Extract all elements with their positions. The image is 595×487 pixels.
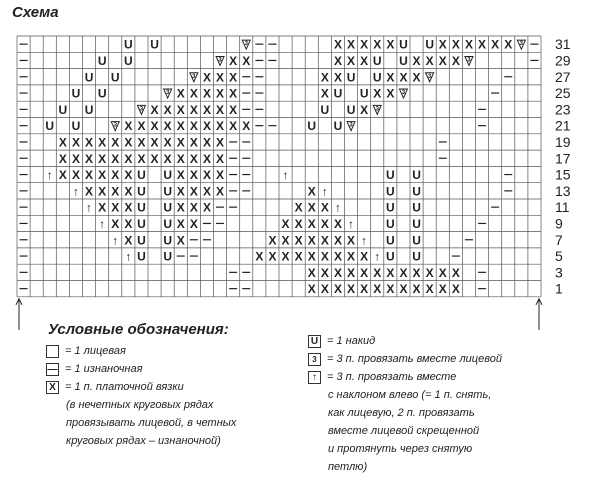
garter-mark: X xyxy=(71,151,80,166)
yarnover-mark: U xyxy=(124,53,133,68)
legend-purl-text: = 1 изнаночная xyxy=(65,363,143,375)
yarnover-mark: U xyxy=(333,86,343,101)
yarnover-mark: U xyxy=(163,184,172,199)
garter-mark: X xyxy=(386,282,395,297)
garter-mark: X xyxy=(347,265,356,280)
garter-mark: X xyxy=(189,119,198,134)
garter-mark: X xyxy=(399,282,408,297)
garter-mark: X xyxy=(255,249,264,264)
garter-mark: X xyxy=(373,86,382,101)
legend-note-line: как лицевую, 2 п. провязать xyxy=(328,407,475,419)
garter-mark: X xyxy=(98,151,107,166)
yarnover-mark: U xyxy=(412,200,421,215)
garter-mark: X xyxy=(58,151,67,166)
sk2p-mark: ↑ xyxy=(374,249,381,264)
garter-mark: X xyxy=(333,265,342,280)
garter-mark: X xyxy=(333,216,342,231)
garter-mark: X xyxy=(399,265,408,280)
yarnover-mark: U xyxy=(333,119,343,134)
yarnover-mark: U xyxy=(97,53,107,68)
garter-mark: X xyxy=(425,265,434,280)
garter-mark: X xyxy=(307,282,316,297)
garter-mark: X xyxy=(189,151,198,166)
k3tog-label: 3 xyxy=(427,73,432,80)
yarnover-mark: U xyxy=(412,184,421,199)
yarnover-mark: U xyxy=(163,168,172,183)
yarnover-mark: U xyxy=(71,119,81,134)
garter-mark: X xyxy=(216,70,225,85)
yarnover-mark: U xyxy=(372,70,382,85)
garter-mark: X xyxy=(307,249,316,264)
garter-mark: X xyxy=(333,282,342,297)
yarnover-mark: U xyxy=(412,216,421,231)
yarnover-mark: U xyxy=(150,37,159,52)
garter-mark: X xyxy=(202,200,211,215)
garter-mark: X xyxy=(98,135,107,150)
garter-mark: X xyxy=(294,200,303,215)
yarnover-mark: U xyxy=(386,216,395,231)
garter-mark: X xyxy=(451,282,460,297)
x-icon: X xyxy=(46,381,59,394)
garter-mark: X xyxy=(189,102,198,117)
arrow-up-icon: ↑ xyxy=(308,371,321,384)
row-number: 27 xyxy=(555,68,571,85)
garter-mark: X xyxy=(124,200,133,215)
legend-item-purl xyxy=(46,360,236,378)
sk2p-mark: ↑ xyxy=(86,200,93,215)
garter-mark: X xyxy=(451,265,460,280)
garter-mark: X xyxy=(58,168,67,183)
yarnover-mark: U xyxy=(346,70,356,85)
garter-mark: X xyxy=(242,53,251,68)
garter-mark: X xyxy=(216,151,225,166)
garter-mark: X xyxy=(202,70,211,85)
yarnover-mark: U xyxy=(45,119,55,134)
yarnover-mark: U xyxy=(84,102,94,117)
garter-mark: X xyxy=(438,265,447,280)
garter-mark: X xyxy=(124,168,133,183)
garter-mark: X xyxy=(320,200,329,215)
sk2p-mark: ↑ xyxy=(72,184,79,199)
yarnover-mark: U xyxy=(359,86,369,101)
chart-title: Схема xyxy=(12,4,59,21)
row-number: 25 xyxy=(555,85,571,102)
garter-mark: X xyxy=(202,135,211,150)
legend-item-k3tog xyxy=(308,350,502,368)
garter-mark: X xyxy=(111,200,120,215)
legend-note-line: и протянуть через снятую xyxy=(328,443,473,455)
garter-mark: X xyxy=(491,37,500,52)
garter-mark: X xyxy=(320,86,329,101)
garter-mark: X xyxy=(71,168,80,183)
garter-mark: X xyxy=(347,53,356,68)
row-number: 1 xyxy=(555,280,563,297)
garter-mark: X xyxy=(111,135,120,150)
garter-mark: X xyxy=(216,102,225,117)
row-number: 7 xyxy=(555,231,563,248)
garter-mark: X xyxy=(163,135,172,150)
yarnover-mark: U xyxy=(71,86,81,101)
garter-mark: X xyxy=(412,265,421,280)
yarnover-mark: U xyxy=(307,119,317,134)
legend-item-knit xyxy=(46,342,236,360)
yarnover-mark: U xyxy=(124,37,133,52)
yarnover-mark: U xyxy=(163,249,172,264)
yarnover-mark: U xyxy=(386,249,395,264)
row-number: 15 xyxy=(555,166,571,183)
yarnover-mark: U xyxy=(346,102,356,117)
yarnover-mark: U xyxy=(84,70,94,85)
garter-mark: X xyxy=(176,184,185,199)
garter-mark: X xyxy=(85,135,94,150)
row-number: 17 xyxy=(555,150,571,167)
garter-mark: X xyxy=(451,53,460,68)
garter-mark: X xyxy=(111,184,120,199)
row-number: 29 xyxy=(555,52,571,69)
garter-mark: X xyxy=(150,119,159,134)
garter-mark: X xyxy=(464,37,473,52)
garter-mark: X xyxy=(347,249,356,264)
garter-mark: X xyxy=(360,249,369,264)
garter-mark: X xyxy=(202,184,211,199)
blank-square-icon xyxy=(46,345,59,358)
k3tog-label: 3 xyxy=(192,73,196,80)
garter-mark: X xyxy=(333,233,342,248)
garter-mark: X xyxy=(294,233,303,248)
garter-mark: X xyxy=(281,216,290,231)
garter-mark: X xyxy=(412,70,421,85)
k3tog-icon: 3 xyxy=(308,353,321,366)
garter-mark: X xyxy=(58,135,67,150)
garter-mark: X xyxy=(229,53,238,68)
k3tog-label: 3 xyxy=(139,106,144,113)
garter-mark: X xyxy=(294,249,303,264)
garter-mark: X xyxy=(425,282,434,297)
garter-mark: X xyxy=(320,233,329,248)
garter-mark: X xyxy=(216,86,225,101)
garter-mark: X xyxy=(163,102,172,117)
k3tog-label: 3 xyxy=(467,57,471,64)
yarnover-mark: U xyxy=(137,249,146,264)
garter-mark: X xyxy=(320,70,329,85)
sk2p-mark: ↑ xyxy=(282,168,289,183)
garter-mark: X xyxy=(137,135,146,150)
garter-mark: X xyxy=(360,265,369,280)
garter-mark: X xyxy=(150,135,159,150)
yarnover-mark: U xyxy=(137,168,146,183)
k3tog-label: 3 xyxy=(401,90,406,97)
sk2p-mark: ↑ xyxy=(361,233,368,248)
garter-mark: X xyxy=(176,119,185,134)
garter-mark: X xyxy=(347,233,356,248)
garter-mark: X xyxy=(216,184,225,199)
garter-mark: X xyxy=(347,37,356,52)
garter-mark: X xyxy=(438,37,447,52)
garter-mark: X xyxy=(333,53,342,68)
yarnover-mark: U xyxy=(137,216,146,231)
legend-note-line: провязывать лицевой, в четных xyxy=(66,417,237,429)
garter-mark: X xyxy=(98,168,107,183)
garter-mark: X xyxy=(360,53,369,68)
yarnover-mark: U xyxy=(412,168,421,183)
legend-note-line: (в нечетных круговых рядах xyxy=(66,399,214,411)
garter-mark: X xyxy=(71,135,80,150)
garter-mark: X xyxy=(137,151,146,166)
k3tog-label: 3 xyxy=(113,122,117,129)
garter-mark: X xyxy=(176,86,185,101)
yarnover-mark: U xyxy=(372,53,382,68)
yarnover-mark: U xyxy=(58,102,68,117)
garter-mark: X xyxy=(320,282,329,297)
k3tog-label: 3 xyxy=(218,57,222,64)
garter-mark: X xyxy=(111,216,120,231)
legend-yarnover-text: = 1 накид xyxy=(327,335,376,347)
k3tog-label: 3 xyxy=(519,41,524,48)
garter-mark: X xyxy=(98,200,107,215)
legend-k3tog-text: = 3 п. провязать вместе лицевой xyxy=(327,353,502,365)
legend-item-sk2p xyxy=(308,368,502,386)
garter-mark: X xyxy=(189,216,198,231)
garter-mark: X xyxy=(189,135,198,150)
sk2p-mark: ↑ xyxy=(125,249,132,264)
garter-mark: X xyxy=(202,102,211,117)
row-number: 21 xyxy=(555,117,571,134)
k3tog-label: 3 xyxy=(349,122,353,129)
garter-mark: X xyxy=(412,53,421,68)
yarnover-mark: U xyxy=(386,168,395,183)
garter-mark: X xyxy=(202,86,211,101)
garter-mark: X xyxy=(451,37,460,52)
garter-mark: X xyxy=(176,151,185,166)
garter-mark: X xyxy=(189,86,198,101)
yarnover-mark: U xyxy=(386,200,395,215)
garter-mark: X xyxy=(98,184,107,199)
sk2p-mark: ↑ xyxy=(99,216,106,231)
garter-mark: X xyxy=(320,249,329,264)
garter-mark: X xyxy=(268,249,277,264)
legend-garter-text: = 1 п. платочной вязки xyxy=(65,381,184,393)
sk2p-mark: ↑ xyxy=(112,233,119,248)
garter-mark: X xyxy=(333,70,342,85)
garter-mark: X xyxy=(216,135,225,150)
garter-mark: X xyxy=(412,282,421,297)
row-number: 31 xyxy=(555,36,571,53)
garter-mark: X xyxy=(189,200,198,215)
garter-mark: X xyxy=(347,282,356,297)
garter-mark: X xyxy=(386,70,395,85)
garter-mark: X xyxy=(202,168,211,183)
sk2p-mark: ↑ xyxy=(321,184,328,199)
k3tog-label: 3 xyxy=(244,41,248,48)
row-number: 3 xyxy=(555,264,563,281)
yarnover-mark: U xyxy=(163,233,172,248)
legend-note-line: вместе лицевой скрещенной xyxy=(328,425,480,437)
garter-mark: X xyxy=(386,265,395,280)
garter-mark: X xyxy=(216,168,225,183)
garter-mark: X xyxy=(229,102,238,117)
garter-mark: X xyxy=(176,135,185,150)
yarnover-mark: U xyxy=(412,249,421,264)
sk2p-mark: ↑ xyxy=(46,168,53,183)
garter-mark: X xyxy=(307,200,316,215)
row-number: 23 xyxy=(555,101,571,118)
garter-mark: X xyxy=(307,265,316,280)
garter-mark: X xyxy=(373,265,382,280)
garter-mark: X xyxy=(163,119,172,134)
garter-mark: X xyxy=(189,184,198,199)
yarnover-mark: U xyxy=(399,53,408,68)
garter-mark: X xyxy=(242,119,251,134)
garter-mark: X xyxy=(150,102,159,117)
yarnover-mark: U xyxy=(425,37,434,52)
legend-left xyxy=(46,342,236,450)
k3tog-label: 3 xyxy=(165,90,170,97)
garter-mark: X xyxy=(124,119,133,134)
garter-mark: X xyxy=(85,184,94,199)
garter-mark: X xyxy=(320,216,329,231)
garter-mark: X xyxy=(504,37,513,52)
legend-knit-text: = 1 лицевая xyxy=(65,345,126,357)
garter-mark: X xyxy=(229,119,238,134)
garter-mark: X xyxy=(176,102,185,117)
garter-mark: X xyxy=(111,151,120,166)
garter-mark: X xyxy=(307,233,316,248)
legend-note-line: с наклоном влево (= 1 п. снять, xyxy=(328,389,492,401)
legend-note-line: петлю) xyxy=(328,461,368,473)
garter-mark: X xyxy=(202,119,211,134)
garter-mark: X xyxy=(176,233,185,248)
garter-mark: X xyxy=(137,119,146,134)
yarnover-mark: U xyxy=(163,216,172,231)
yarnover-mark: U xyxy=(386,233,395,248)
k3tog-label: 3 xyxy=(375,106,379,113)
garter-mark: X xyxy=(124,233,133,248)
garter-mark: X xyxy=(85,151,94,166)
garter-mark: X xyxy=(202,151,211,166)
legend-sk2p-text: = 3 п. провязать вместе xyxy=(327,371,457,383)
garter-mark: X xyxy=(111,168,120,183)
garter-mark: X xyxy=(216,119,225,134)
legend-item-yarnover xyxy=(308,332,502,350)
garter-mark: X xyxy=(281,249,290,264)
yarnover-mark: U xyxy=(386,184,395,199)
u-icon: U xyxy=(308,335,321,348)
legend-item-garter xyxy=(46,378,236,396)
garter-mark: X xyxy=(307,216,316,231)
yarnover-mark: U xyxy=(110,70,120,85)
yarnover-mark: U xyxy=(163,200,172,215)
row-number: 19 xyxy=(555,133,571,150)
garter-mark: X xyxy=(268,233,277,248)
legend-note-line: круговых рядах – изнаночной) xyxy=(66,435,221,447)
legend-right xyxy=(308,332,502,476)
garter-mark: X xyxy=(307,184,316,199)
garter-mark: X xyxy=(438,53,447,68)
garter-mark: X xyxy=(320,265,329,280)
garter-mark: X xyxy=(373,282,382,297)
garter-mark: X xyxy=(176,168,185,183)
sk2p-mark: ↑ xyxy=(334,200,341,215)
garter-mark: X xyxy=(386,37,395,52)
row-number: 9 xyxy=(555,215,563,232)
garter-mark: X xyxy=(150,151,159,166)
yarnover-mark: U xyxy=(137,200,146,215)
row-number: 13 xyxy=(555,182,571,199)
row-number: 11 xyxy=(555,199,570,216)
yarnover-mark: U xyxy=(137,184,146,199)
garter-mark: X xyxy=(176,216,185,231)
garter-mark: X xyxy=(333,249,342,264)
row-number: 5 xyxy=(555,248,563,265)
garter-mark: X xyxy=(124,151,133,166)
garter-mark: X xyxy=(425,53,434,68)
yarnover-mark: U xyxy=(320,102,330,117)
garter-mark: X xyxy=(438,282,447,297)
garter-mark: X xyxy=(124,135,133,150)
garter-mark: X xyxy=(373,37,382,52)
garter-mark: X xyxy=(85,168,94,183)
garter-mark: X xyxy=(399,70,408,85)
garter-mark: X xyxy=(294,216,303,231)
garter-mark: X xyxy=(229,86,238,101)
garter-mark: X xyxy=(360,102,369,117)
sk2p-mark: ↑ xyxy=(348,216,355,231)
garter-mark: X xyxy=(189,168,198,183)
garter-mark: X xyxy=(360,282,369,297)
garter-mark: X xyxy=(163,151,172,166)
garter-mark: X xyxy=(333,37,342,52)
garter-mark: X xyxy=(124,216,133,231)
garter-mark: X xyxy=(176,200,185,215)
garter-mark: X xyxy=(360,37,369,52)
yarnover-mark: U xyxy=(399,37,408,52)
yarnover-mark: U xyxy=(97,86,107,101)
yarnover-mark: U xyxy=(412,233,421,248)
dash-icon: — xyxy=(47,364,58,375)
legend-title: Условные обозначения: xyxy=(48,321,229,338)
garter-mark: X xyxy=(281,233,290,248)
garter-mark: X xyxy=(386,86,395,101)
yarnover-mark: U xyxy=(137,233,146,248)
garter-mark: X xyxy=(478,37,487,52)
garter-mark: X xyxy=(229,70,238,85)
garter-mark: X xyxy=(124,184,133,199)
